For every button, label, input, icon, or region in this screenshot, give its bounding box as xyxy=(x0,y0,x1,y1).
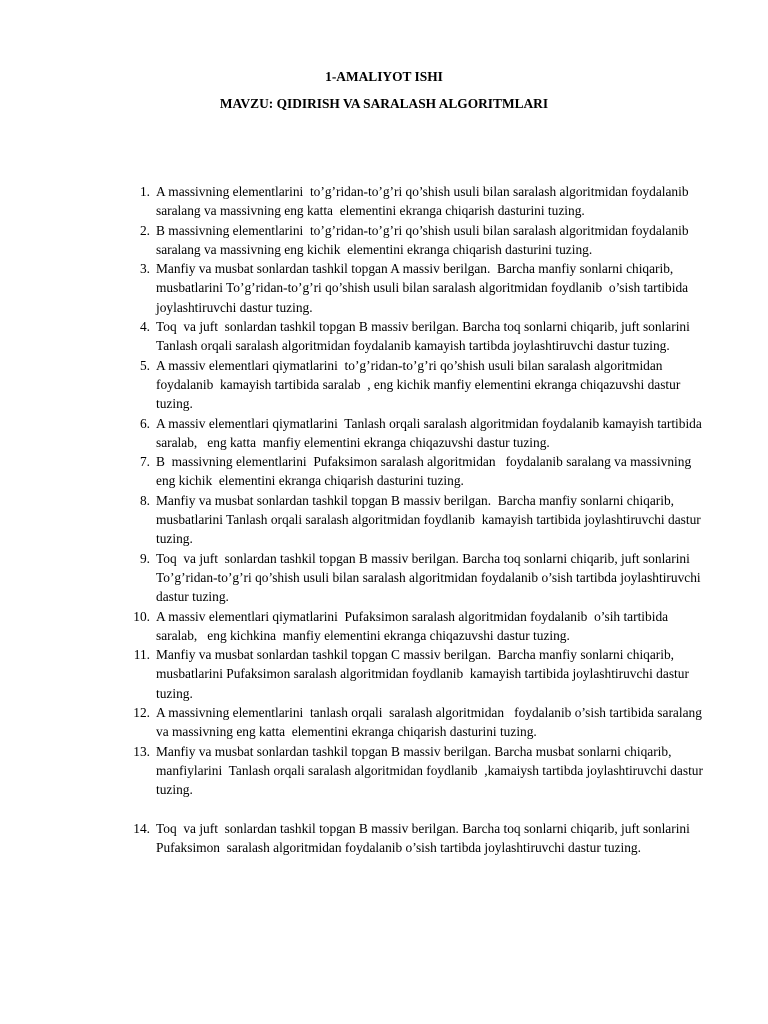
task-text: B massivning elementlarini Pufaksimon saralash algoritmidan foydalanib saralang va massivning eng kichik elementini ekranga chiqarish dasturini tuzing. xyxy=(156,454,695,489)
task-text: Toq va juft sonlardan tashkil topgan B massiv berilgan. Barcha toq sonlarni chiqarib, juft sonlarini To’g’ridan-to’g’ri qo’shish usuli bilan saralash algoritmidan foydalanib o’sish tartibda joylashtiruvchi dastur tuzing. xyxy=(156,550,704,605)
task-number: 5. xyxy=(139,357,150,373)
task-text: A massiv elementlari qiymatlarini Tanlash orqali saralash algoritmidan foydalanib kamayish tartibida saralab, eng katta manfiy elementini ekranga chiqazuvshi dastur tuzing. xyxy=(156,415,706,450)
task-item xyxy=(0,607,712,646)
task-item xyxy=(0,491,712,549)
task-number: 3. xyxy=(139,261,150,277)
task-item xyxy=(0,549,712,607)
task-item xyxy=(0,182,712,221)
task-number: 8. xyxy=(139,492,150,508)
task-text: Manfiy va musbat sonlardan tashkil topgan C massiv berilgan. Barcha manfiy sonlarni chiqarib, musbatlarini Pufaksimon saralash algoritmidan foydlanib kamayish tartibida joylashtiruvchi dastur tuzing. xyxy=(156,647,693,701)
task-text: Toq va juft sonlardan tashkil topgan B massiv berilgan. Barcha toq sonlarni chiqarib, juft sonlarini Tanlash orqali saralash algoritmidan foydalanib kamayish tartibda joylashtiruvchi dastur tuzing. xyxy=(156,319,700,354)
task-number: 10. xyxy=(133,608,150,624)
task-number: 6. xyxy=(139,415,150,431)
task-text: A massivning elementlarini tanlash orqali saralash algoritmidan foydalanib o’sish tartibida saralang va massivning eng katta elementini ekranga chiqarish dasturini tuzing. xyxy=(156,705,706,740)
task-text: Manfiy va musbat sonlardan tashkil topgan B massiv berilgan. Barcha manfiy sonlarni chiqarib, musbatlarini Tanlash orqali saralash algoritmidan foydlanib kamayish tartibida joylashtiruvchi dastur tuzing. xyxy=(156,492,705,547)
task-item xyxy=(0,356,712,414)
task-number: 11. xyxy=(133,647,150,663)
task-item xyxy=(0,703,712,742)
task-text: Manfiy va musbat sonlardan tashkil topgan A massiv berilgan. Barcha manfiy sonlarni chiqarib, musbatlarini To’g’ridan-to’g’ri qo’shish usuli bilan saralash algoritmidan foydlanib o’sish tartibida joylashtiruvchi dastur tuzing. xyxy=(156,261,692,315)
task-number: 7. xyxy=(139,454,150,470)
document-title: 1-AMALIYOT ISHI xyxy=(325,69,443,84)
task-text: A massiv elementlari qiymatlarini to’g’ridan-to’g’ri qo’shish usuli bilan saralash algoritmidan foydalanib kamayish tartibida saralab , eng kichik manfiy elementini ekranga chiqazuvshi dastur tuzing. xyxy=(156,357,684,412)
document-topic: MAVZU: QIDIRISH VA SARALASH ALGORITMLARI xyxy=(219,96,549,111)
task-item xyxy=(0,221,712,260)
task-text: Manfiy va musbat sonlardan tashkil topgan B massiv berilgan. Barcha musbat sonlarni chiqarib, manfiylarini Tanlash orqali saralash algoritmidan foydlanib ,kamaiysh tartibda joylashtiruvchi dastur tuzing. xyxy=(156,743,707,798)
task-item xyxy=(0,414,712,453)
task-number: 9. xyxy=(139,550,150,566)
task-number: 13. xyxy=(133,743,150,759)
task-text: A massiv elementlari qiymatlarini Pufaksimon saralash algoritmidan foydalanib o’sih tartibida saralab, eng kichkina manfiy elementini ekranga chiqazuvshi dastur tuzing. xyxy=(156,608,672,643)
task-number: 12. xyxy=(133,705,150,721)
task-number: 14. xyxy=(133,820,150,836)
task-item xyxy=(0,645,712,703)
task-list xyxy=(0,182,768,857)
task-item xyxy=(0,259,712,317)
task-number: 4. xyxy=(139,319,150,335)
task-item xyxy=(0,742,712,800)
task-item xyxy=(0,452,712,491)
task-text: A massivning elementlarini to’g’ridan-to’g’ri qo’shish usuli bilan saralash algoritmidan foydalanib saralang va massivning eng katta elementini ekranga chiqarish dasturini tuzing. xyxy=(156,184,692,219)
task-text: Toq va juft sonlardan tashkil topgan B massiv berilgan. Barcha toq sonlarni chiqarib, juft sonlarini Pufaksimon saralash algoritmidan foydalanib o’sish tartibda joylashtiruvchi dastur tuzing. xyxy=(156,820,700,855)
task-item xyxy=(0,317,712,356)
task-item xyxy=(0,819,712,858)
task-number: 1. xyxy=(139,184,150,199)
task-text: B massivning elementlarini to’g’ridan-to’g’ri qo’shish usuli bilan saralash algoritmidan foydalanib saralang va massivning eng kichik elementini ekranga chiqarish dasturini tuzing. xyxy=(156,222,692,257)
task-number: 2. xyxy=(139,222,150,238)
